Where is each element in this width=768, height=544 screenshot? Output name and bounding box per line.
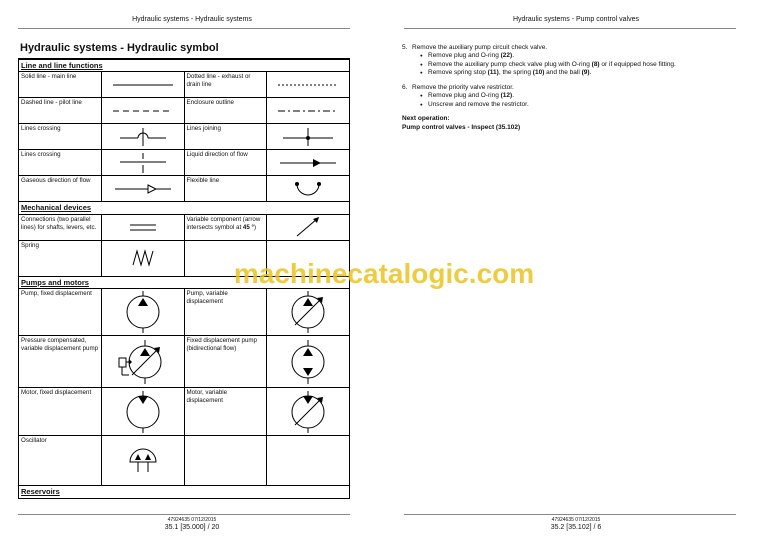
step-6: 6. Remove the priority valve restrictor. ● Remove plug and O-ring (12). ● Unscrew and remove the restrictor.: [402, 84, 742, 109]
right-footer-page-number: 35.2 [35.102] / 6: [550, 524, 602, 531]
motor-variable-symbol: [267, 388, 350, 436]
label-lines-joining: Lines joining: [184, 124, 267, 150]
pump-fixed-symbol: [101, 289, 184, 336]
label-flexible-line: Flexible line: [184, 176, 267, 202]
label-oscillator: Oscillator: [19, 436, 102, 486]
pressure-compensated-pump-symbol: [101, 336, 184, 388]
right-page: [384, 0, 768, 544]
pump-bidirectional-symbol: [267, 336, 350, 388]
next-operation-label: Next operation:: [402, 115, 450, 123]
step-6-bullet-2: ● Unscrew and remove the restrictor.: [420, 101, 529, 109]
label-pressure-compensated: Pressure compensated, variable displacement pump: [19, 336, 102, 388]
page-title: Hydraulic systems - Hydraulic symbol: [20, 42, 219, 54]
right-header-rule: [404, 28, 736, 29]
flexible-line-symbol: [267, 176, 350, 202]
section-reservoirs: Reservoirs: [19, 486, 350, 498]
left-footer-doc-number: 47924635 07/12/2015: [167, 517, 217, 523]
pump-variable-symbol: [267, 289, 350, 336]
label-enclosure: Enclosure outline: [184, 98, 267, 124]
gas-flow-arrow-symbol: [101, 176, 184, 202]
connections-symbol: [101, 214, 184, 240]
step-6-bullet-1: ● Remove plug and O-ring (12).: [420, 92, 529, 100]
lines-crossing-symbol: [101, 150, 184, 176]
solid-line-symbol: [101, 72, 184, 98]
liquid-flow-arrow-symbol: [267, 150, 350, 176]
label-dotted-line: Dotted line - exhaust or drain line: [184, 72, 267, 98]
motor-fixed-symbol: [101, 388, 184, 436]
section-mechanical-devices: Mechanical devices: [19, 202, 350, 214]
left-page-header: Hydraulic systems - Hydraulic systems: [132, 16, 252, 23]
label-connections: Connections (two parallel lines) for shafts, levers, etc.: [19, 214, 102, 240]
label-solid-line: Solid line - main line: [19, 72, 102, 98]
lines-crossing-hump-symbol: [101, 124, 184, 150]
label-lines-crossing-1: Lines crossing: [19, 124, 102, 150]
label-spring: Spring: [19, 240, 102, 276]
label-liquid-flow: Liquid direction of flow: [184, 150, 267, 176]
step-5-text: Remove the auxiliary pump circuit check valve.: [412, 44, 548, 51]
enclosure-symbol: [267, 98, 350, 124]
step-5-bullet-2: ● Remove the auxiliary pump check valve plug with O-ring (8) or if equipped hose fitting.: [420, 61, 676, 69]
dashed-line-symbol: [101, 98, 184, 124]
label-pump-fixed: Pump, fixed displacement: [19, 289, 102, 336]
spring-symbol: [101, 240, 184, 276]
label-fixed-bidirectional: Fixed displacement pump (bidirectional flow): [184, 336, 267, 388]
right-page-header: Hydraulic systems - Pump control valves: [512, 16, 640, 23]
section-line-functions: Line and line functions: [19, 60, 350, 72]
right-footer-doc-number: 47924635 07/12/2015: [551, 517, 601, 523]
dotted-line-symbol: [267, 72, 350, 98]
label-motor-variable: Motor, variable displacement: [184, 388, 267, 436]
label-dashed-line: Dashed line - pilot line: [19, 98, 102, 124]
step-5-bullet-1: ● Remove plug and O-ring (22).: [420, 52, 676, 60]
hydraulic-symbol-table: [18, 59, 350, 499]
lines-joining-symbol: [267, 124, 350, 150]
label-variable-component: Variable component (arrow intersects symbol at 45 °): [184, 214, 267, 240]
step-5: 5. Remove the auxiliary pump circuit check valve. ● Remove plug and O-ring (22). ● Remove the auxiliary pump check valve plug with O-ring (8) or if equipped hose fitting. ● Remove spring stop (11), the spring (10) and the ball (9).: [402, 44, 742, 78]
oscillator-symbol: [101, 436, 184, 486]
step-5-bullet-3: ● Remove spring stop (11), the spring (10) and the ball (9).: [420, 69, 676, 77]
label-gas-flow: Gaseous direction of flow: [19, 176, 102, 202]
left-footer-rule: [18, 514, 350, 515]
watermark-text: machinecatalogic.com: [233, 258, 535, 289]
procedure-steps: [402, 44, 742, 132]
next-operation-link[interactable]: Pump control valves - Inspect (35.102): [402, 123, 521, 131]
variable-component-arrow-symbol: [267, 214, 350, 240]
left-footer-page-number: 35.1 [35.000] / 20: [164, 524, 220, 531]
section-pumps-motors: Pumps and motors: [19, 276, 350, 288]
label-lines-crossing-2: Lines crossing: [19, 150, 102, 176]
label-pump-variable: Pump, variable displacement: [184, 289, 267, 336]
right-footer-rule: [404, 514, 736, 515]
label-motor-fixed: Motor, fixed displacement: [19, 388, 102, 436]
step-6-text: Remove the priority valve restrictor.: [412, 83, 514, 91]
left-header-rule: [18, 28, 350, 29]
